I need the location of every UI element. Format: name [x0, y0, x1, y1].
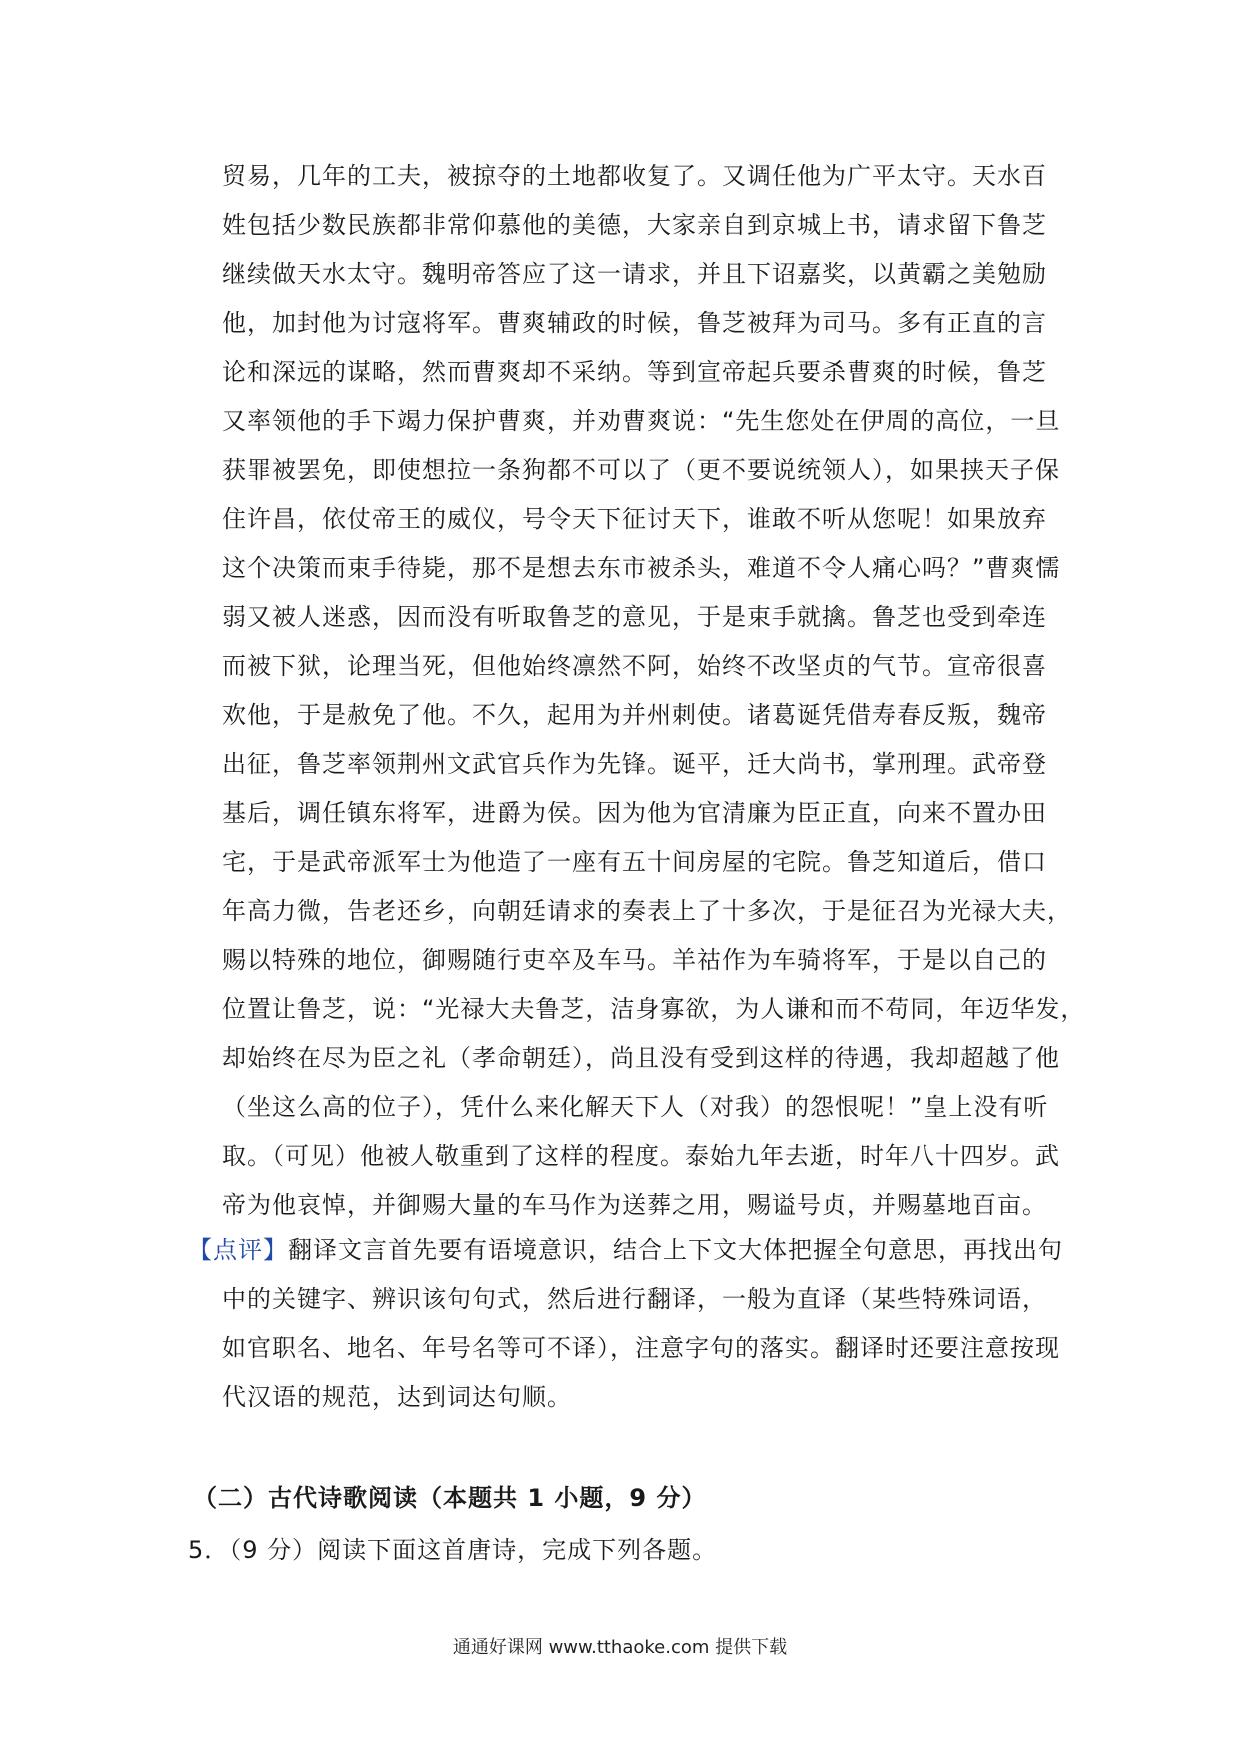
translation-line: 取。（可见）他被人敬重到了这样的程度。泰始九年去逝，时年八十四岁。武: [222, 1142, 1060, 1170]
translation-line: （坐这么高的位子），凭什么来化解天下人（对我）的怨恨呢！”皇上没有听: [222, 1093, 1049, 1121]
translation-line: 他，加封他为讨寇将军。曹爽辅政的时候，鲁芝被拜为司马。多有正直的言: [222, 309, 1047, 337]
comment-tag: 【点评】: [188, 1236, 288, 1264]
section-heading: （二）古代诗歌阅读（本题共 1 小题，9 分）: [193, 1484, 707, 1512]
translation-line: 贸易，几年的工夫，被掠夺的土地都收复了。又调任他为广平太守。天水百: [222, 162, 1047, 190]
translation-line: 这个决策而束手待毙，那不是想去东市被杀头，难道不令人痛心吗？”曹爽懦: [222, 554, 1061, 582]
translation-line: 弱又被人迷惑，因而没有听取鲁芝的意见，于是束手就擒。鲁芝也受到牵连: [222, 603, 1047, 631]
comment-line: 代汉语的规范，达到词达句顺。: [222, 1383, 572, 1411]
translation-line: 继续做天水太守。魏明帝答应了这一请求，并且下诏嘉奖，以黄霸之美勉励: [222, 260, 1047, 288]
comment-text: 翻译文言首先要有语境意识，结合上下文大体把握全句意思，再找出句: [288, 1236, 1063, 1264]
translation-line: 住许昌，依仗帝王的威仪，号令天下征讨天下，谁敢不听从您呢！如果放弃: [222, 505, 1047, 533]
comment-line: 如官职名、地名、年号名等可不译），注意字句的落实。翻译时还要注意按现: [222, 1334, 1060, 1362]
translation-line: 获罪被罢免，即使想拉一条狗都不可以了（更不要说统领人），如果挟天子保: [222, 456, 1060, 484]
question-prompt: 5．（9 分）阅读下面这首唐诗，完成下列各题。: [188, 1536, 718, 1564]
translation-line: 而被下狱，论理当死，但他始终凛然不阿，始终不改坚贞的气节。宣帝很喜: [222, 652, 1047, 680]
comment-first-line: [188, 1226, 1063, 1275]
translation-line: 赐以特殊的地位，御赐随行吏卒及车马。羊祜作为车骑将军，于是以自己的: [222, 946, 1047, 974]
translation-line: 年高力微，告老还乡，向朝廷请求的奏表上了十多次，于是征召为光禄大夫，: [222, 897, 1072, 925]
translation-line: 出征，鲁芝率领荆州文武官兵作为先锋。诞平，迁大尚书，掌刑理。武帝登: [222, 750, 1047, 778]
translation-line: 帝为他哀悼，并御赐大量的车马作为送葬之用，赐谥号贞，并赐墓地百亩。: [222, 1191, 1047, 1219]
translation-line: 宅，于是武帝派军士为他造了一座有五十间房屋的宅院。鲁芝知道后，借口: [222, 848, 1047, 876]
translation-line: 却始终在尽为臣之礼（孝命朝廷），尚且没有受到这样的待遇，我却超越了他: [222, 1044, 1060, 1072]
translation-line: 论和深远的谋略，然而曹爽却不采纳。等到宣帝起兵要杀曹爽的时候，鲁芝: [222, 358, 1047, 386]
comment-block: [188, 1226, 1063, 1422]
translation-line: 位置让鲁芝，说：“光禄大夫鲁芝，洁身寡欲，为人谦和而不苟同，年迈华发，: [222, 995, 1086, 1023]
translation-line: 姓包括少数民族都非常仰慕他的美德，大家亲自到京城上书，请求留下鲁芝: [222, 211, 1047, 239]
translation-line: 基后，调任镇东将军，进爵为侯。因为他为官清廉为臣正直，向来不置办田: [222, 799, 1047, 827]
translation-paragraph: [222, 152, 1086, 1230]
translation-line: 欢他，于是赦免了他。不久，起用为并州刺使。诸葛诞凭借寿春反叛，魏帝: [222, 701, 1047, 729]
page-footer: 通通好课网 www.tthaoke.com 提供下载: [452, 1637, 788, 1658]
translation-line: 又率领他的手下竭力保护曹爽，并劝曹爽说：“先生您处在伊周的高位，一旦: [222, 407, 1061, 435]
comment-line: 中的关键字、辨识该句句式，然后进行翻译，一般为直译（某些特殊词语，: [222, 1285, 1047, 1313]
